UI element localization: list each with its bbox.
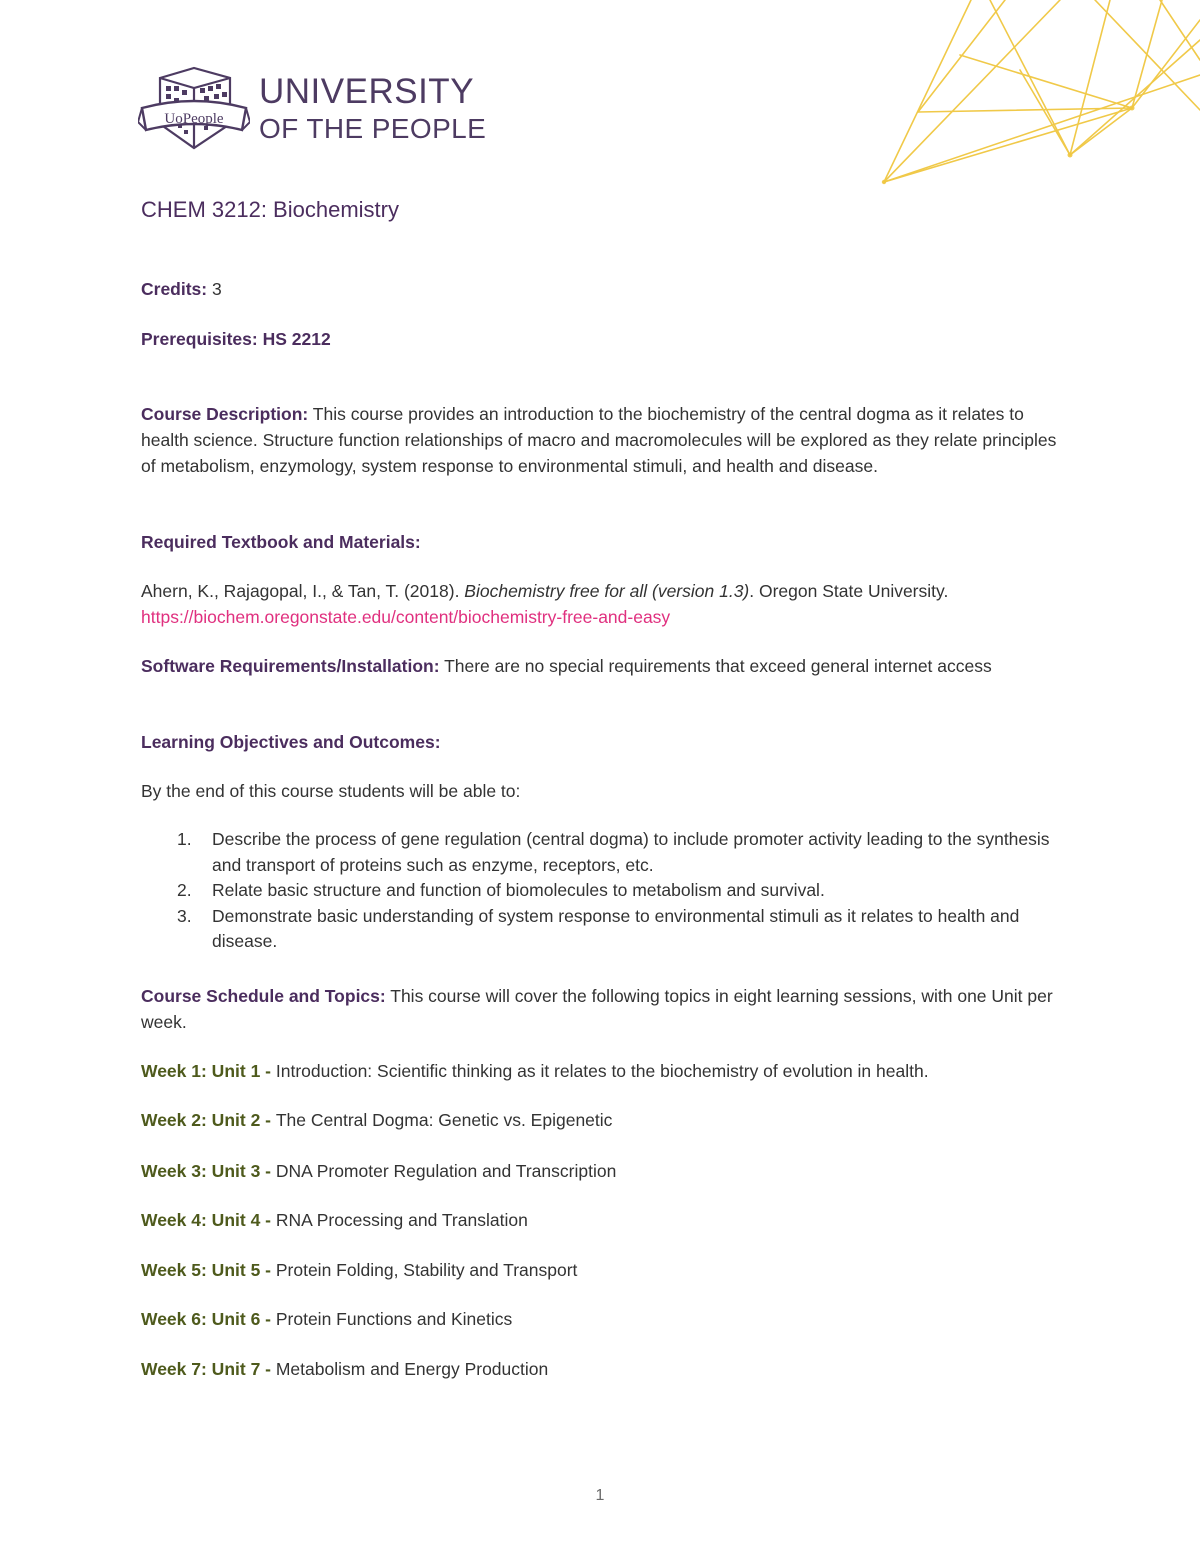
course-schedule (141, 983, 1061, 1035)
prerequisites-text: Prerequisites: HS 2212 (141, 329, 331, 349)
prerequisites-line (141, 326, 1061, 352)
objectives-list (141, 827, 1061, 955)
week-topic: Protein Functions and Kinetics (275, 1309, 513, 1329)
week-label: Week 7: Unit 7 - (141, 1359, 276, 1379)
objective-number: 2. (177, 880, 192, 900)
schedule-label: Course Schedule and Topics: (141, 986, 386, 1006)
week-item (141, 1058, 1061, 1084)
week-item (141, 1107, 1061, 1133)
software-label: Software Requirements/Installation: (141, 656, 440, 676)
week-label: Week 6: Unit 6 - (141, 1309, 276, 1329)
week-topic: DNA Promoter Regulation and Transcription (275, 1161, 617, 1181)
week-label: Week 5: Unit 5 - (141, 1260, 276, 1280)
textbook-citation (141, 578, 1061, 630)
week-item (141, 1306, 1061, 1332)
week-label: Week 4: Unit 4 - (141, 1210, 276, 1230)
textbook-heading (141, 529, 1061, 555)
objective-text: Describe the process of gene regulation (central dogma) to include promoter activity leading to the synthesis and transport of proteins such as enzyme, receptors, etc. (212, 829, 1050, 875)
week-item (141, 1257, 1061, 1283)
textbook-link[interactable]: https://biochem.oregonstate.edu/content/biochemistry-free-and-easy (141, 607, 671, 627)
objective-text: Demonstrate basic understanding of system response to environmental stimuli as it relates to health and disease. (212, 905, 1020, 951)
list-item (141, 827, 1061, 878)
objective-number: 3. (177, 905, 192, 926)
list-item (141, 878, 1061, 904)
week-topic: The Central Dogma: Genetic vs. Epigenetic (275, 1110, 613, 1130)
software-requirements (141, 653, 1061, 679)
credits-label: Credits: (141, 279, 208, 299)
software-text: There are no special requirements that exceed general internet access (439, 656, 992, 676)
week-item (141, 1356, 1061, 1382)
objective-number: 1. (177, 829, 192, 849)
description-label: Course Description: (141, 404, 309, 424)
textbook-label: Required Textbook and Materials: (141, 532, 421, 552)
logo-wordmark-line1: UNIVERSITY (259, 72, 475, 111)
course-title: CHEM 3212: Biochemistry (141, 197, 399, 222)
week-topic: RNA Processing and Translation (275, 1210, 528, 1230)
week-item (141, 1207, 1061, 1233)
week-label: Week 2: Unit 2 - (141, 1110, 276, 1130)
credits-line (141, 276, 1061, 302)
week-label: Week 3: Unit 3 - (141, 1161, 276, 1181)
logo-wordmark-line2: OF THE PEOPLE (259, 113, 487, 144)
decorative-gold-lines (870, 0, 1200, 190)
logo-badge-text: UoPeople (164, 111, 224, 127)
page-number: 1 (595, 1487, 605, 1504)
week-topic: Protein Folding, Stability and Transport (275, 1260, 578, 1280)
university-logo (138, 64, 498, 156)
citation-authors: Ahern, K., Rajagopal, I., & Tan, T. (2018). (141, 581, 465, 601)
course-description (141, 401, 1061, 479)
uopeople-seal-icon (138, 64, 250, 156)
citation-title: Biochemistry free for all (version 1.3) (464, 581, 750, 601)
week-topic: Introduction: Scientific thinking as it relates to the biochemistry of evolution in health. (275, 1061, 929, 1081)
objectives-heading (141, 729, 1061, 755)
description-text: This course provides an introduction to the biochemistry of the central dogma as it relates to health science. Structure function relationships of macro and macromolecules will be explored as they relate principles of metabolism, enzymology, system response to environmental stimuli, and health and disease. (141, 404, 1057, 476)
objective-text: Relate basic structure and function of biomolecules to metabolism and survival. (212, 880, 825, 900)
citation-publisher: . Oregon State University. (749, 581, 949, 601)
list-item (141, 904, 1061, 955)
week-label: Week 1: Unit 1 - (141, 1061, 276, 1081)
schedule-text: This course will cover the following topics in eight learning sessions, with one Unit per week. (141, 986, 1053, 1032)
objectives-label: Learning Objectives and Outcomes: (141, 732, 441, 752)
credits-value: 3 (207, 279, 222, 299)
objectives-intro: By the end of this course students will be able to: (141, 781, 521, 801)
week-topic: Metabolism and Energy Production (275, 1359, 549, 1379)
week-item (141, 1158, 1061, 1184)
